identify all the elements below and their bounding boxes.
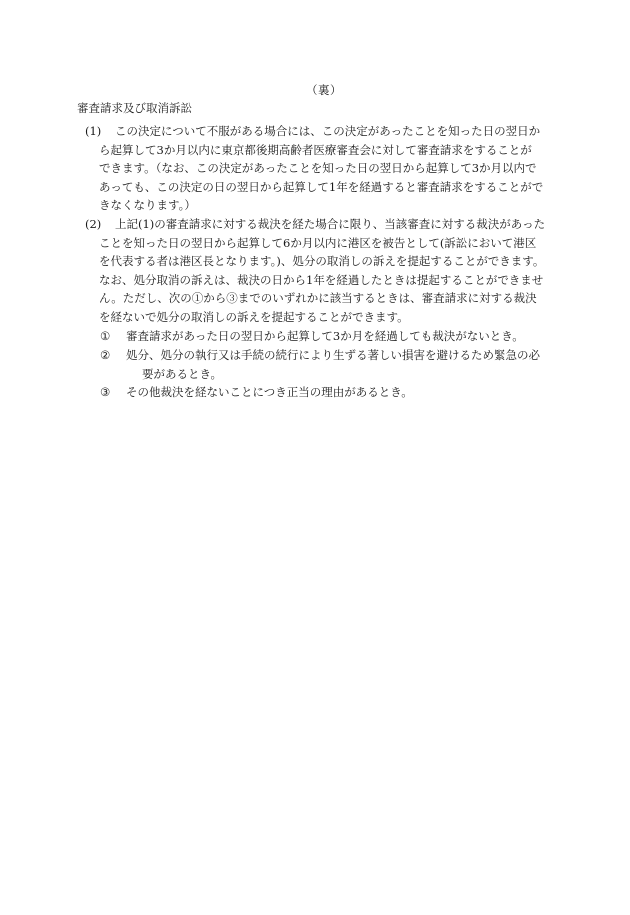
sub-item-line: その他裁決を経ないことにつき正当の理由があるとき。 bbox=[126, 385, 413, 399]
section-title: 審査請求及び取消訴訟 bbox=[77, 101, 192, 115]
sub-item-line: 要があるとき。 bbox=[142, 366, 223, 381]
item-line: あっても、この決定の日の翌日から起算して1年を経過すると審査請求をすることがで bbox=[99, 179, 544, 194]
sub-item-text bbox=[100, 346, 560, 383]
item-line: この決定について不服がある場合には、この決定があったことを知った日の翌日か bbox=[115, 124, 541, 138]
sub-item-1 bbox=[100, 327, 560, 346]
item-line: を代表する者は港区長となります。)、処分の取消しの訴えを提起することができます。 bbox=[99, 254, 545, 268]
item-line: ん。ただし、次の①から③までのいずれかに該当するときは、審査請求に対する裁決 bbox=[99, 291, 537, 305]
list-item-2 bbox=[77, 215, 557, 326]
item-body bbox=[77, 215, 557, 326]
item-line: なお、処分取消の訴えは、裁決の日から1年を経過したときは提起することができませ bbox=[99, 272, 544, 287]
item-number: (1) bbox=[85, 124, 102, 138]
sub-item-mark: ① bbox=[100, 329, 111, 343]
sub-item-text bbox=[100, 383, 560, 402]
item-line: 上記(1)の審査請求に対する裁決を経た場合に限り、当該審査に対する裁決があった bbox=[115, 217, 546, 231]
item-line: きなくなります。） bbox=[99, 198, 196, 212]
item-number: (2) bbox=[85, 217, 102, 231]
sub-item-text bbox=[100, 327, 560, 346]
sub-item-line: 処分、処分の執行又は手続の続行により生ずる著しい損害を避けるため緊急の必 bbox=[126, 348, 540, 362]
item-line: ことを知った日の翌日から起算して6か月以内に港区を被告として(訴訟において港区 bbox=[99, 235, 537, 250]
item-line: できます。（なお、この決定があったことを知った日の翌日から起算して3か月以内で bbox=[99, 161, 537, 175]
page-side-label: （裏） bbox=[306, 83, 342, 97]
sub-item-2 bbox=[100, 346, 560, 383]
sub-item-3 bbox=[100, 383, 560, 402]
item-line: ら起算して3か月以内に東京都後期高齢者医療審査会に対して審査請求をすることが bbox=[99, 142, 532, 157]
item-body bbox=[77, 122, 557, 215]
sub-item-mark: ③ bbox=[100, 385, 111, 399]
item-line: を経ないで処分の取消しの訴えを提起することができます。 bbox=[99, 309, 409, 324]
list-item-1 bbox=[77, 122, 557, 215]
sub-item-line: 審査請求があった日の翌日から起算して3か月を経過しても裁決がないとき。 bbox=[126, 329, 524, 343]
sub-item-mark: ② bbox=[100, 348, 111, 362]
